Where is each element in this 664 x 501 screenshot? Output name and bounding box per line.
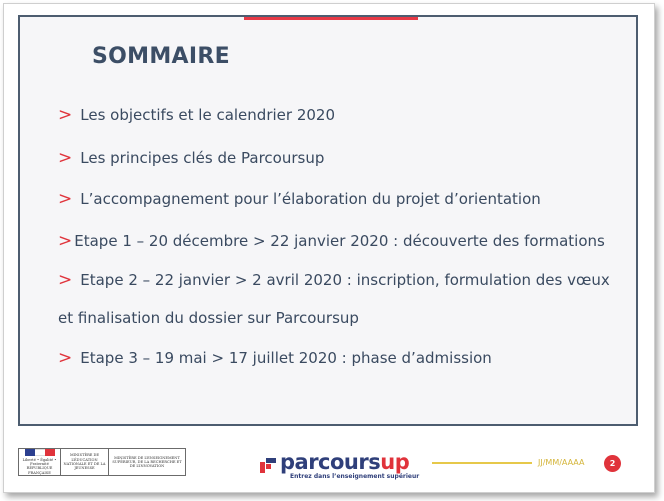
summary-item-2 xyxy=(58,148,324,168)
page-number-badge: 2 xyxy=(604,455,621,472)
summary-item-3 xyxy=(58,189,541,209)
summary-item-4 xyxy=(58,231,605,251)
french-flag-icon xyxy=(25,449,55,456)
logo-tagline: Entrez dans l’enseignement supérieur xyxy=(290,473,420,480)
chevron-right-icon: > xyxy=(58,231,73,251)
republique-francaise-logo xyxy=(19,449,61,475)
summary-item-text: L’accompagnement pour l’élaboration du projet d’orientation xyxy=(80,190,541,208)
republique-label: Liberté • Égalité • Fraternité RÉPUBLIQUE FRANÇAISE xyxy=(22,457,57,475)
summary-item-text: Etape 3 – 19 mai > 17 juillet 2020 : phase d’admission xyxy=(80,349,492,367)
slide-title: SOMMAIRE xyxy=(92,44,230,69)
date-underline xyxy=(432,462,532,464)
chevron-right-icon: > xyxy=(58,348,73,368)
parcoursup-wordmark xyxy=(280,450,409,474)
parcoursup-arrow-icon xyxy=(258,454,278,474)
summary-item-text: Etape 2 – 22 janvier > 2 avril 2020 : inscription, formulation des vœux xyxy=(80,271,610,289)
summary-item-text: Les objectifs et le calendrier 2020 xyxy=(80,106,335,124)
logo-part-parcours: parcours xyxy=(280,450,381,474)
summary-item-text: Etape 1 – 20 décembre > 22 janvier 2020 : découverte des formations xyxy=(74,232,605,250)
summary-item-text: et finalisation du dossier sur Parcoursup xyxy=(58,309,359,327)
summary-item-6 xyxy=(58,348,492,368)
chevron-right-icon: > xyxy=(58,105,73,125)
logo-part-up: up xyxy=(380,450,410,474)
summary-item-text: Les principes clés de Parcoursup xyxy=(80,149,325,167)
summary-item-5-continued xyxy=(58,309,359,327)
date-placeholder: JJ/MM/AAAA xyxy=(538,458,585,467)
chevron-right-icon: > xyxy=(58,148,73,168)
summary-item-1 xyxy=(58,105,335,125)
slide-footer xyxy=(18,444,640,486)
ministere-enseignement-label: MINISTÈRE DE L’ENSEIGNEMENT SUPÉRIEUR, DE LA RECHERCHE ET DE L’INNOVATION xyxy=(112,455,182,469)
top-accent-bar xyxy=(244,17,418,20)
chevron-right-icon: > xyxy=(58,270,73,290)
slide xyxy=(3,3,655,493)
government-logo-block xyxy=(18,448,186,476)
summary-item-5 xyxy=(58,270,610,290)
ministere-education-label: MINISTÈRE DE L’ÉDUCATION NATIONALE ET DE LA JEUNESSE xyxy=(61,449,109,475)
chevron-right-icon: > xyxy=(58,189,73,209)
